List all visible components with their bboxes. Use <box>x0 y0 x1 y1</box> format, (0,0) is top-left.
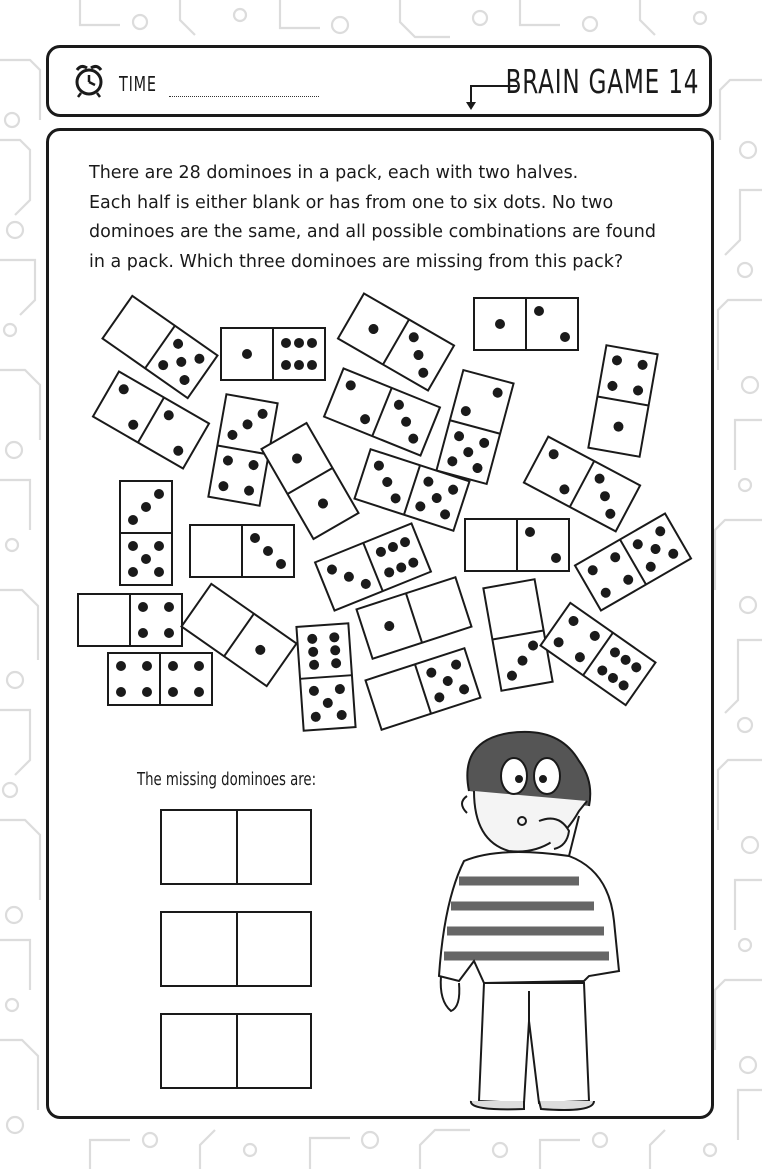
domino-pip <box>128 541 138 551</box>
domino-pip <box>116 661 126 671</box>
domino-pip <box>116 687 126 697</box>
domino-pip <box>141 554 151 564</box>
domino-tile <box>588 345 657 456</box>
domino-pip <box>168 687 178 697</box>
domino-tile <box>483 579 552 690</box>
time-label: TIME <box>119 72 157 96</box>
domino-tile <box>261 423 358 539</box>
domino-pip <box>164 602 174 612</box>
domino-pip <box>263 546 273 556</box>
domino-pip <box>154 489 164 499</box>
domino-tile <box>120 481 172 585</box>
domino-pip <box>281 338 291 348</box>
domino-pip <box>194 661 204 671</box>
domino-pip <box>525 527 535 537</box>
domino-pip <box>276 559 286 569</box>
domino-tile <box>474 298 578 350</box>
domino-tile <box>465 519 569 571</box>
domino-pip <box>551 553 561 563</box>
domino-tile <box>575 513 691 610</box>
domino-tile <box>190 525 294 577</box>
domino-pip <box>142 661 152 671</box>
question-line: There are 28 dominoes in a pack, each with two halves. <box>89 163 579 183</box>
domino-pip <box>138 628 148 638</box>
answer-label: The missing dominoes are: <box>137 769 317 790</box>
domino-pip <box>128 567 138 577</box>
domino-tile <box>296 623 355 730</box>
domino-pip <box>141 502 151 512</box>
domino-tile <box>221 328 325 380</box>
domino-pip <box>154 541 164 551</box>
domino-tile <box>540 603 655 705</box>
domino-tile <box>366 648 481 730</box>
domino-pip <box>164 628 174 638</box>
domino-pip <box>281 360 291 370</box>
domino-tile <box>436 370 513 484</box>
domino-pip <box>534 306 544 316</box>
domino-pip <box>142 687 152 697</box>
domino-pip <box>294 338 304 348</box>
domino-pip <box>294 360 304 370</box>
domino-tile <box>78 594 182 646</box>
domino-pip <box>138 602 148 612</box>
domino-pip <box>560 332 570 342</box>
domino-pip <box>128 515 138 525</box>
domino-pip <box>242 349 252 359</box>
question-line: in a pack. Which three dominoes are missing from this pack? <box>89 251 624 272</box>
domino-pip <box>250 533 260 543</box>
domino-pip <box>307 338 317 348</box>
domino-pip <box>495 319 505 329</box>
domino-tile <box>108 653 212 705</box>
domino-pip <box>168 661 178 671</box>
domino-pip <box>194 687 204 697</box>
question-line: Each half is either blank or has from one to six dots. No two <box>89 192 614 213</box>
question-line: dominoes are the same, and all possible combinations are found <box>89 222 656 242</box>
domino-pip <box>307 360 317 370</box>
game-title: BRAIN GAME 14 <box>505 62 699 101</box>
domino-pip <box>154 567 164 577</box>
